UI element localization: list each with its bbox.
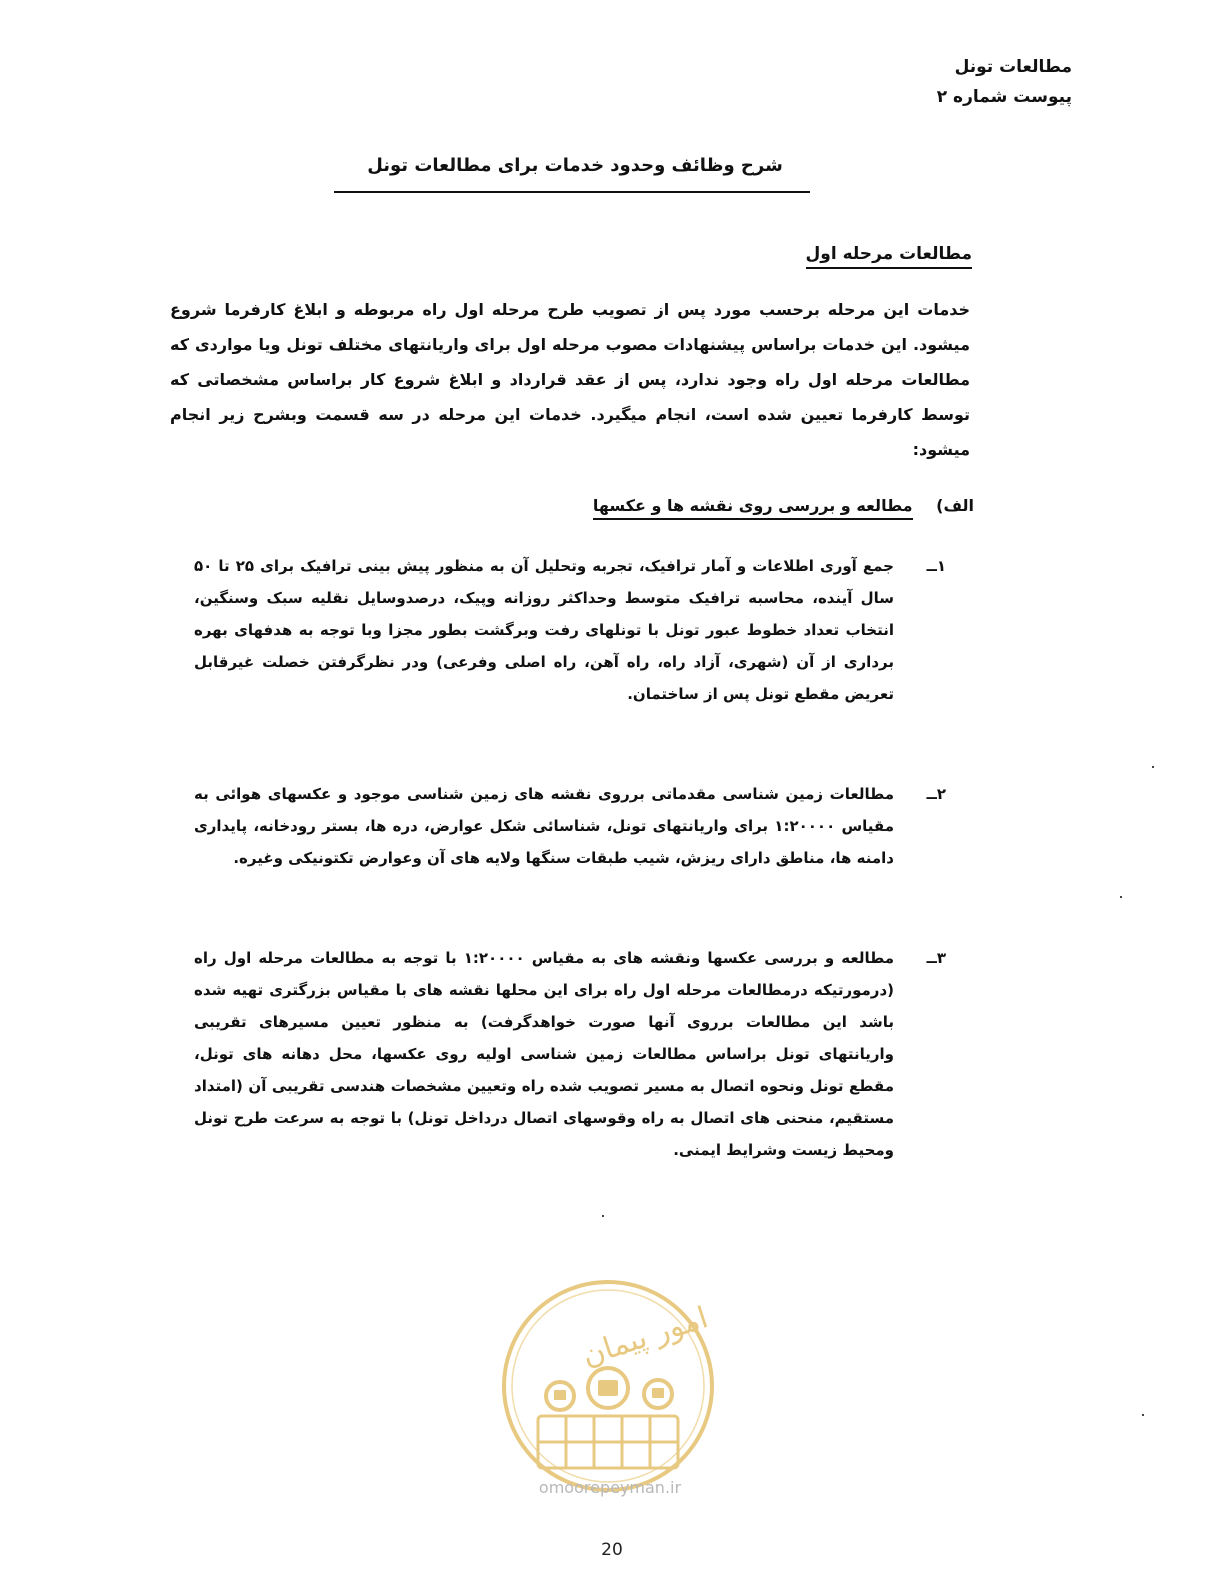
list-item-number: ۱ــ (926, 557, 946, 575)
subsection-label: الف) (936, 496, 974, 515)
title-underline (334, 191, 810, 193)
list-item-number: ۲ــ (926, 785, 946, 803)
list-item (194, 778, 946, 874)
list-item-text: مطالعات زمین شناسی مقدماتی برروی نقشه های زمین شناسی موجود و عکسهای هوائی به مقیاس ۱:۲۰۰۰۰ برای واریانتهای تونل، شناسائی شکل عوارض، دره ها، بستر رودخانه، پایداری دامنه ها، مناطق دارای ریزش، شیب طبقات سنگها ولایه های آن وعوارض تکتونیکی وغیره. (194, 785, 895, 867)
intro-paragraph: خدمات این مرحله برحسب مورد پس از تصویب طرح مرحله اول راه مربوطه و ابلاغ کارفرما شروع میشود. این خدمات براساس پیشنهادات مصوب مرحله اول برای واریانتهای مختلف تونل ویا مواردی که مطالعات مرحله اول راه وجود ندارد، پس از عقد قرارداد و ابلاغ شروع کار براساس مشخصاتی که توسط کارفرما تعیین شده است، انجام میگیرد. خدمات این مرحله در سه قسمت وبشرح زیر انجام میشود: (170, 300, 970, 459)
website-watermark: omoorepeyman.ir (538, 1478, 682, 1497)
subsection-title: مطالعه و بررسی روی نقشه ها و عکسها (593, 496, 913, 520)
section-heading: مطالعات مرحله اول (806, 244, 973, 269)
page-number: 20 (601, 1540, 623, 1560)
subsection-heading (593, 496, 974, 515)
scan-speck (1152, 766, 1154, 768)
list-item-text: جمع آوری اطلاعات و آمار ترافیک، تجربه وتحلیل آن به منظور پیش بینی ترافیک برای ۲۵ تا ۵۰ سال آینده، محاسبه ترافیک متوسط وحداکثر روزانه وپیک، درصدوسایل نقلیه سبک وسنگین، انتخاب تعداد خطوط عبور تونل با تونلهای رفت وبرگشت بطور مجزا وبا توجه به هدفهای بهره برداری از آن (شهری، آزاد راه، راه آهن، راه اصلی وفرعی) ودر نظرگرفتن خصلت غیرقابل تعریض مقطع تونل پس از ساختمان. (194, 557, 894, 703)
header-line-1: مطالعات تونل (954, 57, 1072, 77)
document-header (937, 52, 1072, 112)
list-item-text: مطالعه و بررسی عکسها ونقشه های به مقیاس ۱:۲۰۰۰۰ با توجه به مطالعات مرحله اول راه (درمورتیکه درمطالعات مرحله اول راه برای این محلها نقشه های با مقیاس بزرگتری تهیه شده باشد این مطالعات برروی آنها صورت خواهدگرفت) به منظور تعیین مسیرهای تقریبی واریانتهای تونل براساس مطالعات زمین شناسی اولیه روی عکسها، محل دهانه های تونل، مقطع تونل ونحوه اتصال به مسیر تصویب شده راه وتعیین مشخصات هندسی تقریبی آن (امتداد مستقیم، منحنی های اتصال به راه وقوسهای اتصال درداخل تونل) با توجه به سرعت طرح تونل ومحیط زیست وشرایط ایمنی. (194, 949, 895, 1159)
watermark-stamp-icon (498, 1276, 718, 1496)
scan-speck (1142, 1414, 1144, 1416)
list-item (194, 942, 946, 1166)
header-line-2: پیوست شماره ۲ (936, 87, 1072, 107)
document-title: شرح وظائف وحدود خدمات برای مطالعات تونل (367, 155, 783, 176)
svg-text:امور پیمان: امور پیمان (577, 1300, 713, 1374)
list-item-number: ۳ــ (926, 949, 946, 967)
scan-speck (602, 1215, 604, 1217)
list-item (194, 550, 946, 710)
scan-speck (1120, 896, 1122, 898)
